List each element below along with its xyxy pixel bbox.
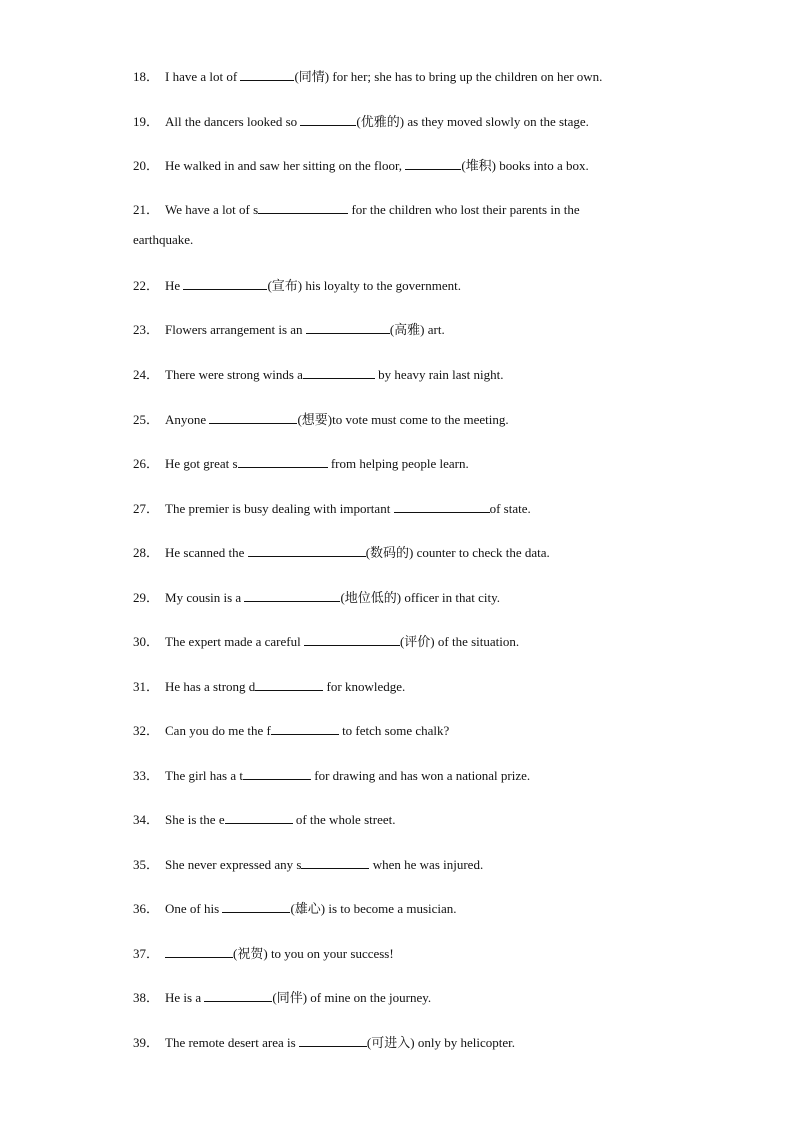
chinese-hint: (想要) bbox=[297, 412, 333, 427]
question-text-end: books into a box. bbox=[495, 158, 589, 173]
answer-blank[interactable] bbox=[225, 810, 293, 824]
question-number: 21． bbox=[133, 202, 160, 217]
question-text-end: of mine on the journey. bbox=[307, 990, 432, 1005]
question-number: 29． bbox=[133, 590, 160, 605]
question-29 bbox=[133, 588, 653, 607]
question-text-end: for her; she has to bring up the children on her own. bbox=[329, 69, 603, 84]
question-text: She never expressed any s bbox=[165, 857, 302, 872]
answer-blank[interactable] bbox=[243, 766, 311, 780]
question-text-end: his loyalty to the government. bbox=[302, 278, 461, 293]
question-22 bbox=[133, 276, 653, 295]
question-text: All the dancers looked so bbox=[165, 114, 301, 129]
question-text-end: for knowledge. bbox=[323, 679, 406, 694]
question-number: 24． bbox=[133, 367, 160, 382]
chinese-hint: (数码的) bbox=[365, 545, 414, 560]
question-28 bbox=[133, 543, 653, 562]
question-text: The girl has a t bbox=[165, 768, 243, 783]
answer-blank[interactable] bbox=[248, 543, 366, 557]
question-25 bbox=[133, 410, 653, 429]
question-text: We have a lot of s bbox=[165, 202, 259, 217]
chinese-hint: (地位低的) bbox=[340, 590, 402, 605]
question-18 bbox=[133, 67, 653, 86]
answer-blank[interactable] bbox=[222, 899, 290, 913]
question-text-end: to you on your success! bbox=[267, 946, 394, 961]
question-text-end: when he was injured. bbox=[369, 857, 484, 872]
question-number: 34． bbox=[133, 812, 160, 827]
question-number: 37． bbox=[133, 946, 160, 961]
question-number: 27． bbox=[133, 501, 160, 516]
answer-blank[interactable] bbox=[306, 320, 390, 334]
question-text: Flowers arrangement is an bbox=[165, 322, 306, 337]
answer-blank[interactable] bbox=[271, 721, 339, 735]
question-37 bbox=[133, 944, 653, 963]
question-text: My cousin is a bbox=[165, 590, 245, 605]
question-number: 39． bbox=[133, 1035, 160, 1050]
chinese-hint: (同情) bbox=[294, 69, 330, 84]
question-text-end: for the children who lost their parents in the bbox=[348, 202, 580, 217]
question-number: 23． bbox=[133, 322, 160, 337]
question-text-end: from helping people learn. bbox=[327, 456, 469, 471]
chinese-hint: (评价) bbox=[399, 634, 435, 649]
question-text: There were strong winds a bbox=[165, 367, 303, 382]
chinese-hint: (高雅) bbox=[389, 322, 425, 337]
question-text: He walked in and saw her sitting on the floor, bbox=[165, 158, 406, 173]
answer-blank[interactable] bbox=[165, 944, 233, 958]
question-number: 19． bbox=[133, 114, 160, 129]
question-text-end: to fetch some chalk? bbox=[338, 723, 450, 738]
question-26 bbox=[133, 454, 653, 473]
question-number: 22． bbox=[133, 278, 160, 293]
question-number: 32． bbox=[133, 723, 160, 738]
question-text: One of his bbox=[165, 901, 223, 916]
question-number: 35． bbox=[133, 857, 160, 872]
answer-blank[interactable] bbox=[244, 588, 340, 602]
question-text-end: by heavy rain last night. bbox=[374, 367, 504, 382]
question-35 bbox=[133, 855, 653, 874]
question-text: He has a strong d bbox=[165, 679, 256, 694]
question-text: He is a bbox=[165, 990, 205, 1005]
answer-blank[interactable] bbox=[394, 499, 490, 513]
question-24 bbox=[133, 365, 653, 384]
answer-blank[interactable] bbox=[240, 67, 294, 81]
question-23 bbox=[133, 320, 653, 339]
question-number: 25． bbox=[133, 412, 160, 427]
question-21-continuation: earthquake. bbox=[133, 232, 194, 247]
question-text-end: to vote must come to the meeting. bbox=[332, 412, 509, 427]
answer-blank[interactable] bbox=[183, 276, 267, 290]
answer-blank[interactable] bbox=[238, 454, 328, 468]
chinese-hint: (雄心) bbox=[290, 901, 326, 916]
question-number: 26． bbox=[133, 456, 160, 471]
answer-blank[interactable] bbox=[304, 632, 400, 646]
answer-blank[interactable] bbox=[255, 677, 323, 691]
answer-blank[interactable] bbox=[405, 156, 461, 170]
question-text: He scanned the bbox=[165, 545, 248, 560]
question-21 bbox=[133, 200, 653, 219]
chinese-hint: (堆积) bbox=[461, 158, 496, 173]
question-text: The expert made a careful bbox=[165, 634, 304, 649]
answer-blank[interactable] bbox=[209, 410, 297, 424]
chinese-hint: (祝贺) bbox=[233, 946, 268, 961]
question-20 bbox=[133, 156, 653, 175]
question-text: He bbox=[165, 278, 184, 293]
answer-blank[interactable] bbox=[301, 855, 369, 869]
question-33 bbox=[133, 766, 653, 785]
chinese-hint: (同伴) bbox=[272, 990, 308, 1005]
question-text-end: of the whole street. bbox=[292, 812, 396, 827]
question-text-end: of state. bbox=[489, 501, 531, 516]
question-number: 36． bbox=[133, 901, 160, 916]
answer-blank[interactable] bbox=[204, 988, 272, 1002]
question-text-end: officer in that city. bbox=[401, 590, 501, 605]
question-text-end: art. bbox=[424, 322, 445, 337]
question-text: I have a lot of bbox=[165, 69, 241, 84]
answer-blank[interactable] bbox=[258, 200, 348, 214]
question-number: 38． bbox=[133, 990, 160, 1005]
question-27 bbox=[133, 499, 653, 518]
question-number: 30． bbox=[133, 634, 160, 649]
question-text-end: for drawing and has won a national prize. bbox=[311, 768, 531, 783]
answer-blank[interactable] bbox=[303, 365, 375, 379]
answer-blank[interactable] bbox=[300, 112, 356, 126]
question-38 bbox=[133, 988, 653, 1007]
question-text: Anyone bbox=[165, 412, 210, 427]
question-text-end: only by helicopter. bbox=[414, 1035, 515, 1050]
chinese-hint: (宣布) bbox=[267, 278, 303, 293]
question-number: 18． bbox=[133, 69, 160, 84]
question-text-end: as they moved slowly on the stage. bbox=[404, 114, 589, 129]
question-text-end: counter to check the data. bbox=[413, 545, 550, 560]
chinese-hint: (可进入) bbox=[366, 1035, 415, 1050]
question-number: 28． bbox=[133, 545, 160, 560]
question-number: 33． bbox=[133, 768, 160, 783]
question-31 bbox=[133, 677, 653, 696]
question-number: 31． bbox=[133, 679, 160, 694]
question-text-end: of the situation. bbox=[434, 634, 520, 649]
question-number: 20． bbox=[133, 158, 160, 173]
question-text: Can you do me the f bbox=[165, 723, 271, 738]
question-32 bbox=[133, 721, 653, 740]
question-text: The remote desert area is bbox=[165, 1035, 299, 1050]
answer-blank[interactable] bbox=[299, 1033, 367, 1047]
question-19 bbox=[133, 112, 653, 131]
chinese-hint: (优雅的) bbox=[356, 114, 405, 129]
question-36 bbox=[133, 899, 653, 918]
question-text: He got great s bbox=[165, 456, 238, 471]
question-text: She is the e bbox=[165, 812, 225, 827]
question-39 bbox=[133, 1033, 653, 1052]
question-34 bbox=[133, 810, 653, 829]
question-text-end: is to become a musician. bbox=[325, 901, 457, 916]
question-30 bbox=[133, 632, 653, 651]
question-text: The premier is busy dealing with important bbox=[165, 501, 394, 516]
